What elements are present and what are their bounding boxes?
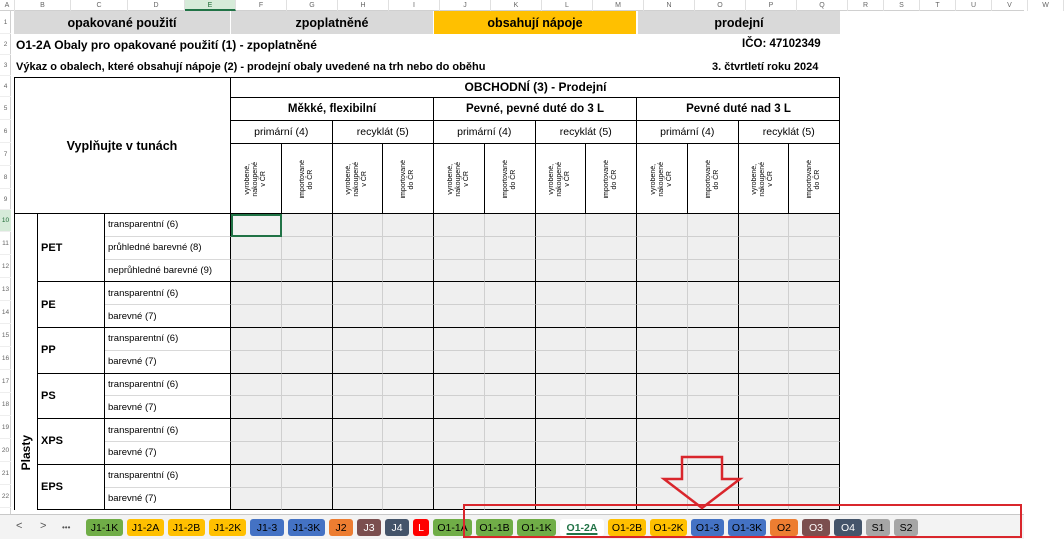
row-header[interactable]: 14	[0, 301, 11, 324]
sheet-tab-j1-1k[interactable]: J1-1K	[86, 519, 123, 536]
input-cell[interactable]	[485, 237, 536, 260]
band-napoje-label: obsahují nápoje	[487, 15, 583, 30]
item-label: barevné (7)	[105, 488, 231, 511]
column-header[interactable]: L	[542, 0, 593, 11]
column-header[interactable]: S	[884, 0, 920, 11]
input-cell[interactable]	[536, 396, 587, 419]
input-cell[interactable]	[536, 305, 587, 328]
input-cell[interactable]	[383, 419, 434, 442]
sheet-tab-j1-3[interactable]: J1-3	[250, 519, 284, 536]
vertical-header-text: importované do ČR	[806, 159, 822, 199]
input-cell[interactable]	[434, 419, 485, 442]
input-cell[interactable]	[383, 351, 434, 374]
input-cell[interactable]	[688, 351, 739, 374]
input-cell[interactable]	[485, 214, 536, 237]
sheet-tab-o2[interactable]: O2	[770, 519, 798, 536]
input-cell[interactable]	[231, 282, 282, 305]
input-cell[interactable]	[536, 374, 587, 397]
column-header[interactable]: C	[71, 0, 128, 11]
input-cell[interactable]	[231, 305, 282, 328]
annotation-highlight-box	[463, 504, 1022, 538]
input-cell[interactable]	[333, 396, 384, 419]
row-header[interactable]: 8	[0, 166, 11, 189]
row-header[interactable]: 2	[0, 34, 11, 55]
fill-in-tons-text: Vyplňujte v tunách	[66, 138, 178, 153]
input-cell[interactable]	[688, 305, 739, 328]
material-pp: PP	[38, 328, 105, 374]
material-ps: PS	[38, 374, 105, 420]
input-cell[interactable]	[688, 419, 739, 442]
input-cell[interactable]	[586, 419, 637, 442]
input-cell[interactable]	[789, 282, 840, 305]
input-cell[interactable]	[434, 465, 485, 488]
row-header[interactable]: 20	[0, 439, 11, 462]
row-header-bar	[0, 11, 11, 514]
input-cell[interactable]	[434, 328, 485, 351]
vertical-header-text: importované do ČR	[704, 159, 720, 199]
input-cell[interactable]	[536, 442, 587, 465]
input-cell[interactable]	[789, 374, 840, 397]
input-cell[interactable]	[637, 282, 688, 305]
row-header[interactable]: 16	[0, 347, 11, 370]
column-header[interactable]: I	[389, 0, 440, 11]
vertical-header-text: vyrobené, nakoupené v ČR	[243, 161, 267, 197]
sheet-tab-j1-2b[interactable]: J1-2B	[168, 519, 205, 536]
input-cell[interactable]	[383, 260, 434, 283]
input-cell[interactable]	[333, 260, 384, 283]
recyklat-header: recyklát (5)	[536, 121, 638, 144]
vyrobene-header	[434, 144, 485, 214]
row-header[interactable]: 5	[0, 97, 11, 120]
vertical-header-text: importované do ČR	[298, 159, 314, 199]
input-cell[interactable]	[282, 237, 333, 260]
importovane-header	[282, 144, 333, 214]
vertical-header-text: importované do ČR	[603, 159, 619, 199]
sheet-tab-s2[interactable]: S2	[894, 519, 918, 536]
vertical-header-text: vyrobené, nakoupené v ČR	[446, 161, 470, 197]
band-prodejni-label: prodejní	[714, 15, 764, 30]
input-cell[interactable]	[485, 465, 536, 488]
recyklat-header: recyklát (5)	[333, 121, 435, 144]
input-cell[interactable]	[383, 214, 434, 237]
input-cell[interactable]	[434, 305, 485, 328]
more-sheets-icon[interactable]: •••	[62, 523, 71, 532]
input-cell[interactable]	[333, 465, 384, 488]
material-pe: PE	[38, 282, 105, 328]
input-cell[interactable]	[536, 237, 587, 260]
input-cell[interactable]	[333, 214, 384, 237]
input-cell[interactable]	[383, 396, 434, 419]
item-label: transparentní (6)	[105, 465, 231, 488]
input-cell[interactable]	[333, 419, 384, 442]
group-pevne-nad3-text: Pevné duté nad 3 L	[686, 103, 791, 115]
input-cell[interactable]	[485, 419, 536, 442]
row-header[interactable]: 7	[0, 143, 11, 166]
input-cell[interactable]	[333, 237, 384, 260]
input-cell[interactable]	[485, 328, 536, 351]
input-cell[interactable]	[688, 282, 739, 305]
band-zpoplatnene[interactable]	[231, 11, 433, 34]
band-opakovane-label: opakované použití	[67, 15, 177, 30]
sheet-tab-j4[interactable]: J4	[385, 519, 409, 536]
input-cell[interactable]	[536, 328, 587, 351]
material-eps: EPS	[38, 465, 105, 511]
group-mekke	[231, 98, 434, 121]
band-prodejni[interactable]	[638, 11, 840, 34]
vertical-header-text: vyrobené, nakoupené v ČR	[345, 161, 369, 197]
column-header[interactable]: W	[1028, 0, 1064, 11]
ico-label: IČO: 47102349	[742, 38, 821, 50]
input-cell[interactable]	[688, 237, 739, 260]
column-header[interactable]: A	[0, 0, 15, 11]
item-label: průhledné barevné (8)	[105, 237, 231, 260]
input-cell[interactable]	[282, 465, 333, 488]
item-label: neprůhledné barevné (9)	[105, 260, 231, 283]
input-cell[interactable]	[586, 328, 637, 351]
row-header[interactable]: 22	[0, 485, 11, 508]
vyrobene-header	[637, 144, 688, 214]
recyklat-header: recyklát (5)	[739, 121, 841, 144]
input-cell[interactable]	[434, 260, 485, 283]
sheet-tab-o1-2k[interactable]: O1-2K	[650, 519, 687, 536]
sheet-tab-s1[interactable]: S1	[866, 519, 890, 536]
vyrobene-header	[333, 144, 384, 214]
input-cell[interactable]	[586, 282, 637, 305]
obchodni-text: OBCHODNÍ (3) - Prodejní	[464, 80, 607, 94]
importovane-header	[586, 144, 637, 214]
sheet-tab-o1-1b[interactable]: O1-1B	[476, 519, 513, 536]
group-pevne-nad3	[637, 98, 840, 121]
input-cell[interactable]	[282, 374, 333, 397]
input-cell[interactable]	[637, 419, 688, 442]
input-cell[interactable]	[637, 328, 688, 351]
sheet-title: O1-2A Obaly pro opakované použití (1) - zpoplatněné	[16, 38, 317, 52]
input-cell[interactable]	[333, 282, 384, 305]
primarni-header: primární (4)	[231, 121, 333, 144]
input-cell[interactable]	[739, 351, 790, 374]
item-label: barevné (7)	[105, 396, 231, 419]
worksheet-grid[interactable]	[12, 11, 1024, 514]
input-cell[interactable]	[383, 442, 434, 465]
input-cell[interactable]	[434, 282, 485, 305]
input-cell[interactable]	[739, 442, 790, 465]
input-cell[interactable]	[789, 305, 840, 328]
input-cell[interactable]	[485, 442, 536, 465]
band-napoje[interactable]	[434, 11, 636, 34]
input-cell[interactable]	[637, 260, 688, 283]
input-cell[interactable]	[231, 442, 282, 465]
input-cell[interactable]	[333, 305, 384, 328]
input-cell[interactable]	[231, 419, 282, 442]
item-label: transparentní (6)	[105, 282, 231, 305]
input-cell[interactable]	[383, 465, 434, 488]
band-zpoplatnene-label: zpoplatněné	[295, 15, 369, 30]
vertical-header-text: vyrobené, nakoupené v ČR	[548, 161, 572, 197]
item-label: transparentní (6)	[105, 328, 231, 351]
sheet-tab-j3[interactable]: J3	[357, 519, 381, 536]
sheet-tab-j1-3k[interactable]: J1-3K	[288, 519, 325, 536]
input-cell[interactable]	[231, 237, 282, 260]
primarni-header: primární (4)	[434, 121, 536, 144]
input-cell[interactable]	[536, 260, 587, 283]
row-header[interactable]: 4	[0, 76, 11, 97]
input-cell[interactable]	[383, 282, 434, 305]
item-label: transparentní (6)	[105, 419, 231, 442]
band-opakovane[interactable]	[14, 11, 230, 34]
column-header[interactable]: D	[128, 0, 185, 11]
input-cell[interactable]	[739, 396, 790, 419]
input-cell[interactable]	[383, 374, 434, 397]
column-header[interactable]: O	[695, 0, 746, 11]
row-header[interactable]: 6	[0, 120, 11, 143]
obchodni-header	[231, 77, 840, 98]
input-cell[interactable]	[586, 214, 637, 237]
input-cell[interactable]	[739, 282, 790, 305]
input-cell[interactable]	[637, 374, 688, 397]
vertical-header-text: vyrobené, nakoupené v ČR	[751, 161, 775, 197]
input-cell[interactable]	[282, 305, 333, 328]
input-cell[interactable]	[739, 328, 790, 351]
input-cell[interactable]	[231, 374, 282, 397]
input-cell[interactable]	[688, 260, 739, 283]
input-cell[interactable]	[333, 374, 384, 397]
input-cell[interactable]	[333, 328, 384, 351]
row-header[interactable]: 19	[0, 416, 11, 439]
input-cell[interactable]	[434, 442, 485, 465]
annotation-arrow-icon	[660, 455, 744, 511]
input-cell[interactable]	[637, 214, 688, 237]
column-header[interactable]: V	[992, 0, 1028, 11]
input-cell[interactable]	[586, 351, 637, 374]
input-cell[interactable]	[282, 419, 333, 442]
column-header[interactable]: N	[644, 0, 695, 11]
input-cell[interactable]	[586, 374, 637, 397]
group-mekke-text: Měkké, flexibilní	[287, 103, 377, 115]
active-input-cell[interactable]	[231, 214, 282, 237]
sheet-tab-o4[interactable]: O4	[834, 519, 862, 536]
category-plasty	[14, 214, 38, 510]
row-header[interactable]: 18	[0, 393, 11, 416]
row-header[interactable]: 17	[0, 370, 11, 393]
column-header[interactable]: T	[920, 0, 956, 11]
prev-sheet-icon[interactable]: <	[16, 520, 23, 532]
input-cell[interactable]	[485, 260, 536, 283]
input-cell[interactable]	[282, 328, 333, 351]
input-cell[interactable]	[789, 465, 840, 488]
material-pet: PET	[38, 214, 105, 282]
input-cell[interactable]	[739, 465, 790, 488]
period-label: 3. čtvrtletí roku 2024	[712, 61, 819, 73]
input-cell[interactable]	[333, 351, 384, 374]
primarni-header: primární (4)	[637, 121, 739, 144]
input-cell[interactable]	[688, 374, 739, 397]
input-cell[interactable]	[434, 237, 485, 260]
sheet-tab-o1-2b[interactable]: O1-2B	[608, 519, 646, 536]
vyrobene-header	[231, 144, 282, 214]
column-header[interactable]: K	[491, 0, 542, 11]
input-cell[interactable]	[536, 282, 587, 305]
sheet-tab-l[interactable]: L	[413, 519, 429, 536]
input-cell[interactable]	[383, 328, 434, 351]
column-header[interactable]: H	[338, 0, 389, 11]
fill-in-tons-label	[14, 77, 231, 214]
row-header[interactable]: 9	[0, 189, 11, 210]
input-cell[interactable]	[333, 442, 384, 465]
item-label: barevné (7)	[105, 351, 231, 374]
input-cell[interactable]	[536, 351, 587, 374]
input-cell[interactable]	[637, 237, 688, 260]
input-cell[interactable]	[434, 214, 485, 237]
input-cell[interactable]	[333, 488, 384, 511]
input-cell[interactable]	[485, 282, 536, 305]
input-cell[interactable]	[282, 351, 333, 374]
item-label: transparentní (6)	[105, 214, 231, 237]
input-cell[interactable]	[586, 442, 637, 465]
column-header[interactable]: E	[185, 0, 236, 11]
vertical-header-text: importované do ČR	[400, 159, 416, 199]
category-label: Plasty	[19, 435, 33, 471]
input-cell[interactable]	[485, 396, 536, 419]
input-cell[interactable]	[231, 488, 282, 511]
column-header[interactable]: B	[15, 0, 71, 11]
item-label: barevné (7)	[105, 305, 231, 328]
row-header[interactable]: 21	[0, 462, 11, 485]
sheet-tab-j2[interactable]: J2	[329, 519, 353, 536]
item-label: transparentní (6)	[105, 374, 231, 397]
row-header[interactable]: 13	[0, 278, 11, 301]
input-cell[interactable]	[586, 305, 637, 328]
input-cell[interactable]	[485, 305, 536, 328]
sheet-tab-j1-2a[interactable]: J1-2A	[127, 519, 164, 536]
sheet-tab-o1-1a[interactable]: O1-1A	[433, 519, 472, 536]
column-header[interactable]: P	[746, 0, 797, 11]
input-cell[interactable]	[231, 465, 282, 488]
column-header[interactable]: Q	[797, 0, 848, 11]
input-cell[interactable]	[739, 419, 790, 442]
input-cell[interactable]	[789, 351, 840, 374]
vyrobene-header	[739, 144, 790, 214]
row-header[interactable]: 12	[0, 255, 11, 278]
importovane-header	[688, 144, 739, 214]
sheet-tab-o3[interactable]: O3	[802, 519, 830, 536]
input-cell[interactable]	[231, 396, 282, 419]
column-header[interactable]: M	[593, 0, 644, 11]
input-cell[interactable]	[688, 214, 739, 237]
vertical-header-text: vyrobené, nakoupené v ČR	[649, 161, 673, 197]
sheet-tab-o1-2a[interactable]: O1-2A	[560, 519, 604, 536]
input-cell[interactable]	[739, 237, 790, 260]
input-cell[interactable]	[739, 214, 790, 237]
item-label: barevné (7)	[105, 442, 231, 465]
vertical-header-text: importované do ČR	[501, 159, 517, 199]
column-header[interactable]: R	[848, 0, 884, 11]
input-cell[interactable]	[586, 237, 637, 260]
input-cell[interactable]	[739, 305, 790, 328]
sheet-tab-o1-1k[interactable]: O1-1K	[517, 519, 556, 536]
next-sheet-icon[interactable]: >	[40, 520, 47, 532]
input-cell[interactable]	[688, 328, 739, 351]
input-cell[interactable]	[282, 282, 333, 305]
input-cell[interactable]	[637, 396, 688, 419]
vyrobene-header	[536, 144, 587, 214]
column-header[interactable]: J	[440, 0, 491, 11]
column-header[interactable]: F	[236, 0, 287, 11]
sheet-subtitle: Výkaz o obalech, které obsahují nápoje (2) - prodejní obaly uvedené na trh nebo do oběhu	[16, 61, 486, 73]
sheet-tab-o1-3k[interactable]: O1-3K	[728, 519, 766, 536]
input-cell[interactable]	[688, 396, 739, 419]
group-pevne-do3-text: Pevné, pevné duté do 3 L	[465, 103, 605, 115]
input-cell[interactable]	[231, 351, 282, 374]
row-header[interactable]: 11	[0, 232, 11, 255]
input-cell[interactable]	[739, 374, 790, 397]
input-cell[interactable]	[231, 260, 282, 283]
input-cell[interactable]	[586, 465, 637, 488]
input-cell[interactable]	[434, 396, 485, 419]
input-cell[interactable]	[789, 237, 840, 260]
input-cell[interactable]	[789, 442, 840, 465]
material-xps: XPS	[38, 419, 105, 465]
importovane-header	[485, 144, 536, 214]
input-cell[interactable]	[789, 214, 840, 237]
sheet-tab-j1-2k[interactable]: J1-2K	[209, 519, 246, 536]
importovane-header	[789, 144, 840, 214]
sheet-tab-o1-3[interactable]: O1-3	[691, 519, 724, 536]
column-header[interactable]: G	[287, 0, 338, 11]
input-cell[interactable]	[434, 351, 485, 374]
input-cell[interactable]	[231, 328, 282, 351]
group-pevne-do3	[434, 98, 637, 121]
row-header[interactable]: 3	[0, 55, 11, 76]
input-cell[interactable]	[485, 374, 536, 397]
input-cell[interactable]	[586, 396, 637, 419]
input-cell[interactable]	[789, 328, 840, 351]
input-cell[interactable]	[536, 419, 587, 442]
input-cell[interactable]	[383, 488, 434, 511]
row-header[interactable]: 10	[0, 210, 11, 232]
input-cell[interactable]	[789, 419, 840, 442]
input-cell[interactable]	[586, 260, 637, 283]
row-header[interactable]: 15	[0, 324, 11, 347]
input-cell[interactable]	[536, 214, 587, 237]
input-cell[interactable]	[739, 260, 790, 283]
input-cell[interactable]	[383, 237, 434, 260]
input-cell[interactable]	[282, 214, 333, 237]
input-cell[interactable]	[637, 305, 688, 328]
row-header[interactable]: 1	[0, 11, 11, 34]
input-cell[interactable]	[789, 260, 840, 283]
importovane-header	[383, 144, 434, 214]
input-cell[interactable]	[282, 260, 333, 283]
input-cell[interactable]	[789, 396, 840, 419]
column-header-bar	[0, 0, 1049, 11]
input-cell[interactable]	[536, 465, 587, 488]
input-cell[interactable]	[282, 442, 333, 465]
input-cell[interactable]	[434, 374, 485, 397]
column-header[interactable]: U	[956, 0, 992, 11]
input-cell[interactable]	[282, 488, 333, 511]
input-cell[interactable]	[637, 351, 688, 374]
input-cell[interactable]	[383, 305, 434, 328]
input-cell[interactable]	[485, 351, 536, 374]
input-cell[interactable]	[282, 396, 333, 419]
